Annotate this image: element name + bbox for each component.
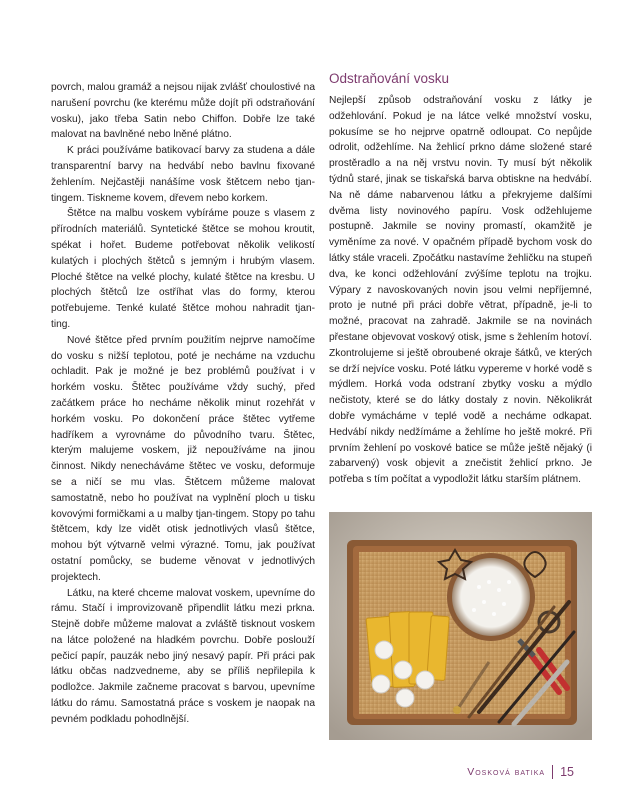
batik-tools-photo — [329, 512, 592, 740]
paragraph: K práci používáme batikovací barvy za studena a dále transparentní barvy na hedvábí nebo bavlnu fixované žehlením. Nejčastěji nanášíme vosk štětcem nebo tjan-tingem. Tiskneme kovem, dřevem nebo korkem. — [51, 145, 315, 204]
section-heading: Odstraňování vosku — [329, 71, 450, 86]
paragraph: Nové štětce před prvním použitím nejprve namočíme do vosku s nižší teplotou, poté je necháme na vzduchu ochladit. Pak je možné je bez problémů používat i v horkém vosku. Štětec používáme vždy suchý, před začátkem práce ho necháme několik minut rozehřát v horkém vosku. Po dokončení práce štětec vytřeme hadříkem a vyrovnáme do původního tvaru. Štětec, kterým malujeme voskem, již nepoužíváme na jinou činnost. Nikdy nenecháváme štětec ve vosku, deformuje se a ničí se mu vlas. Štětcem můžeme malovat samostatně, nebo ho používat na vyplnění ploch u tisku kovovými formičkami a u malby tjan-tingem. Stopy po tahu štětcem, kdy lze vidět otisk jednotlivých vlasů štětce, mohou být výtvarně velmi výrazné. Tomu, jak používat ostatní pomůcky, se budeme věnovat v jednotlivých projektech. — [51, 334, 315, 583]
paragraph: Nejlepší způsob odstraňování vosku z látky je odžehlování. Pokud je na látce velké množství vosku, pokusíme se ho nejprve opatrně odloupat. Co nepůjde odrolit, odžehlíme. Na žehlicí prkno dáme složené staré prostěradlo a na něj vrstvu novin. Ty musí být několik týdnů staré, jinak se tiskařská barva obtiskne na hedvábí. Na ně dáme nabarvenou látku a překryjeme dalšími dvěma listy novinového papíru. Vosk odžehlujeme postupně. Jakmile se noviny promastí, okamžitě je vyměníme za nové. V opačném případě bychom vosk do látky stále vraceli. Zpočátku nastavíme žehličku na stupeň dva, ke konci odžehlování zvýšíme teplotu na trojku. Výpary z navoskovaných novin jsou velmi nepříjemné, proto je nutné při práci dobře větrat, případně, je-li to možné, pracovat na zahradě. Jakmile se na novinách přestane objevovat voskový otisk, jsme s žehlením hotoví. Zkontrolujeme si ještě obroubené okraje šátků, ve kterých se drží nejvíce vosku. Poté látku vypereme v horké vodě s mýdlem. Horká voda odstraní zbytky vosku a mýdlo nečistoty, které se do látky dostaly z novin. Několikrát dobře vymácháme v teplé vodě a necháme odkapat. Hedvábí nikdy nedžímáme a žehlíme ho ještě mokré. Při prvním žehlení po voskové batice se může ještě nějaký (i zabarvený) vosk objevit a znečistit žehlicí prkno. Je potřeba s tím počítat a vypodložit látku starším plátnem. — [329, 95, 592, 486]
batik-tools-tray-icon — [329, 512, 592, 740]
page-number: 15 — [560, 765, 574, 779]
left-text-column — [51, 80, 315, 728]
paragraph: Štětce na malbu voskem vybíráme pouze s vlasem z přírodních materiálů. Syntetické štětce se mohou kroutit, spékat i hořet. Budeme potřebovat několik velikostí kulatých i plochých štětců s jemným i hrubým vlasem. Ploché štětce na velké plochy, kulaté štětce na kresbu. U plochých štětců lze ostříhat vlas do formy, kterou potřebujeme. Tenké kulaté štětce mohou nahradit tjan-ting. — [51, 208, 315, 330]
running-footer-title: Vosková batika — [467, 766, 546, 778]
paragraph: povrch, malou gramáž a nejsou nijak zvlášť choulostivé na narušení povrchu (ke kterému může dojít při odstraňování vosku), jako třeba Satin nebo Chiffon. Dobře lze také malovat na bavlněné nebo lněné plátno. — [51, 82, 315, 141]
right-text-column — [329, 93, 592, 488]
paragraph: Látku, na které chceme malovat voskem, upevníme do rámu. Stačí i improvizovaně připendlit látku mezi prkna. Stejně dobře můžeme malovat a zvláště tisknout voskem na látce položené na hladkém povrchu. Dobře poslouží pečicí papír, pauzák nebo jiný nesavý papír. Při práci pak látku občas nadzvedneme, aby se příliš nepřilepila k podložce. Jakmile začneme pracovat s barvou, upevníme látku do rámu. Samostatná práce s voskem je naopak na pevném podkladu pohodlnější. — [51, 587, 315, 725]
footer-divider — [552, 765, 553, 779]
page-footer — [467, 765, 574, 779]
